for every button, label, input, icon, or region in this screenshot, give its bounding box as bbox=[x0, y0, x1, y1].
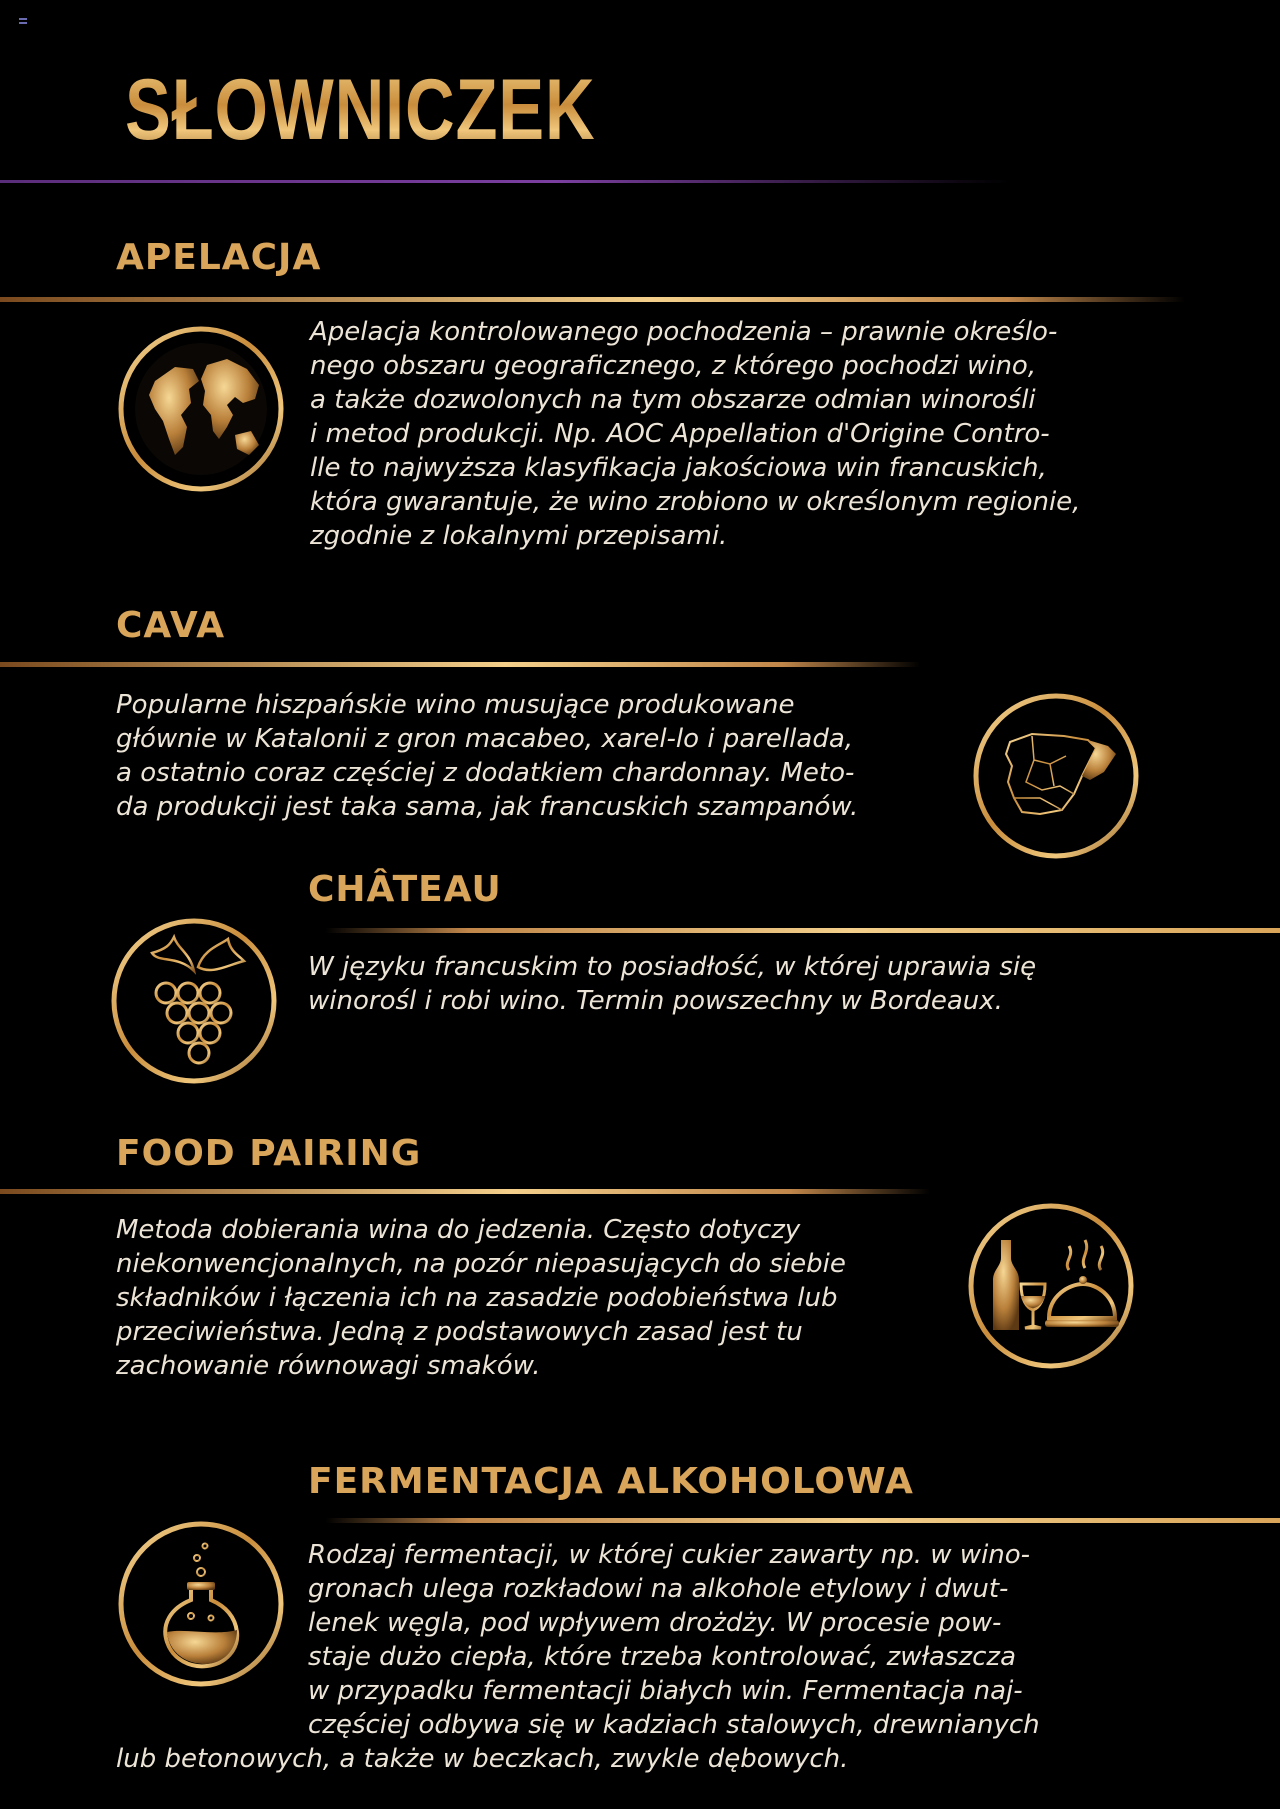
heading-divider bbox=[0, 297, 1185, 302]
entry-heading: CHÂTEAU bbox=[308, 869, 502, 910]
text-line: lle to najwyższa klasyfikacja jakościowa win francuskich, bbox=[310, 453, 1047, 483]
fermentation-flask-icon bbox=[115, 1518, 287, 1690]
title-divider bbox=[0, 180, 1010, 183]
globe-icon bbox=[115, 323, 287, 495]
text-line: lenek węgla, pod wpływem drożdży. W procesie pow- bbox=[308, 1608, 1002, 1638]
entry-heading: APELACJA bbox=[116, 237, 322, 278]
heading-divider bbox=[0, 1189, 930, 1194]
entry-description bbox=[116, 1213, 956, 1383]
text-line: gronach ulega rozkładowi na alkohole etylowy i dwut- bbox=[308, 1574, 1009, 1604]
heading-divider bbox=[325, 928, 1280, 933]
entry-description bbox=[308, 950, 1208, 1018]
grapes-icon bbox=[108, 915, 280, 1087]
text-line: da produkcji jest taka sama, jak francuskich szampanów. bbox=[116, 792, 859, 822]
entry-description bbox=[116, 688, 956, 824]
text-line: staje dużo ciepła, które trzeba kontrolować, zwłaszcza bbox=[308, 1642, 1017, 1672]
entry-description-last-line: lub betonowych, a także w beczkach, zwykle dębowych. bbox=[116, 1744, 849, 1774]
text-line: Rodzaj fermentacji, w której cukier zawarty np. w wino- bbox=[308, 1540, 1031, 1570]
entry-heading: FOOD PAIRING bbox=[116, 1133, 422, 1174]
text-line: Apelacja kontrolowanego pochodzenia – prawnie określo- bbox=[310, 317, 1058, 347]
text-line: w przypadku fermentacji białych win. Fermentacja naj- bbox=[308, 1676, 1023, 1706]
text-line: głównie w Katalonii z gron macabeo, xarel-lo i parellada, bbox=[116, 724, 854, 754]
entry-description bbox=[310, 315, 1160, 553]
wine-and-cloche-icon bbox=[965, 1200, 1137, 1372]
menu-icon[interactable] bbox=[19, 18, 27, 24]
entry-heading: CAVA bbox=[116, 605, 226, 646]
text-line: która gwarantuje, że wino zrobiono w określonym regionie, bbox=[310, 487, 1081, 517]
page-title: SŁOWNICZEK bbox=[125, 62, 596, 158]
text-line: zgodnie z lokalnymi przepisami. bbox=[310, 521, 728, 551]
text-line: składników i łączenia ich na zasadzie podobieństwa lub bbox=[116, 1283, 838, 1313]
text-line: zachowanie równowagi smaków. bbox=[116, 1351, 541, 1381]
heading-divider bbox=[0, 662, 920, 667]
text-line: przeciwieństwa. Jedną z podstawowych zasad jest tu bbox=[116, 1317, 803, 1347]
text-line: a ostatnio coraz częściej z dodatkiem chardonnay. Meto- bbox=[116, 758, 855, 788]
text-line: Popularne hiszpańskie wino musujące produkowane bbox=[116, 690, 795, 720]
text-line: nego obszaru geograficznego, z którego pochodzi wino, bbox=[310, 351, 1037, 381]
text-line: i metod produkcji. Np. AOC Appellation d'Origine Contro- bbox=[310, 419, 1050, 449]
text-line: niekonwencjonalnych, na pozór niepasujących do siebie bbox=[116, 1249, 846, 1279]
heading-divider bbox=[325, 1518, 1280, 1523]
text-line: częściej odbywa się w kadziach stalowych, drewnianych bbox=[308, 1710, 1040, 1740]
text-line: winorośl i robi wino. Termin powszechny w Bordeaux. bbox=[308, 986, 1003, 1016]
text-line: W języku francuskim to posiadłość, w której uprawia się bbox=[308, 952, 1037, 982]
spain-map-icon bbox=[970, 690, 1142, 862]
text-line: a także dozwolonych na tym obszarze odmian winorośli bbox=[310, 385, 1036, 415]
text-line: Metoda dobierania wina do jedzenia. Często dotyczy bbox=[116, 1215, 801, 1245]
entry-description bbox=[308, 1538, 1148, 1742]
entry-heading: FERMENTACJA ALKOHOLOWA bbox=[308, 1461, 914, 1502]
